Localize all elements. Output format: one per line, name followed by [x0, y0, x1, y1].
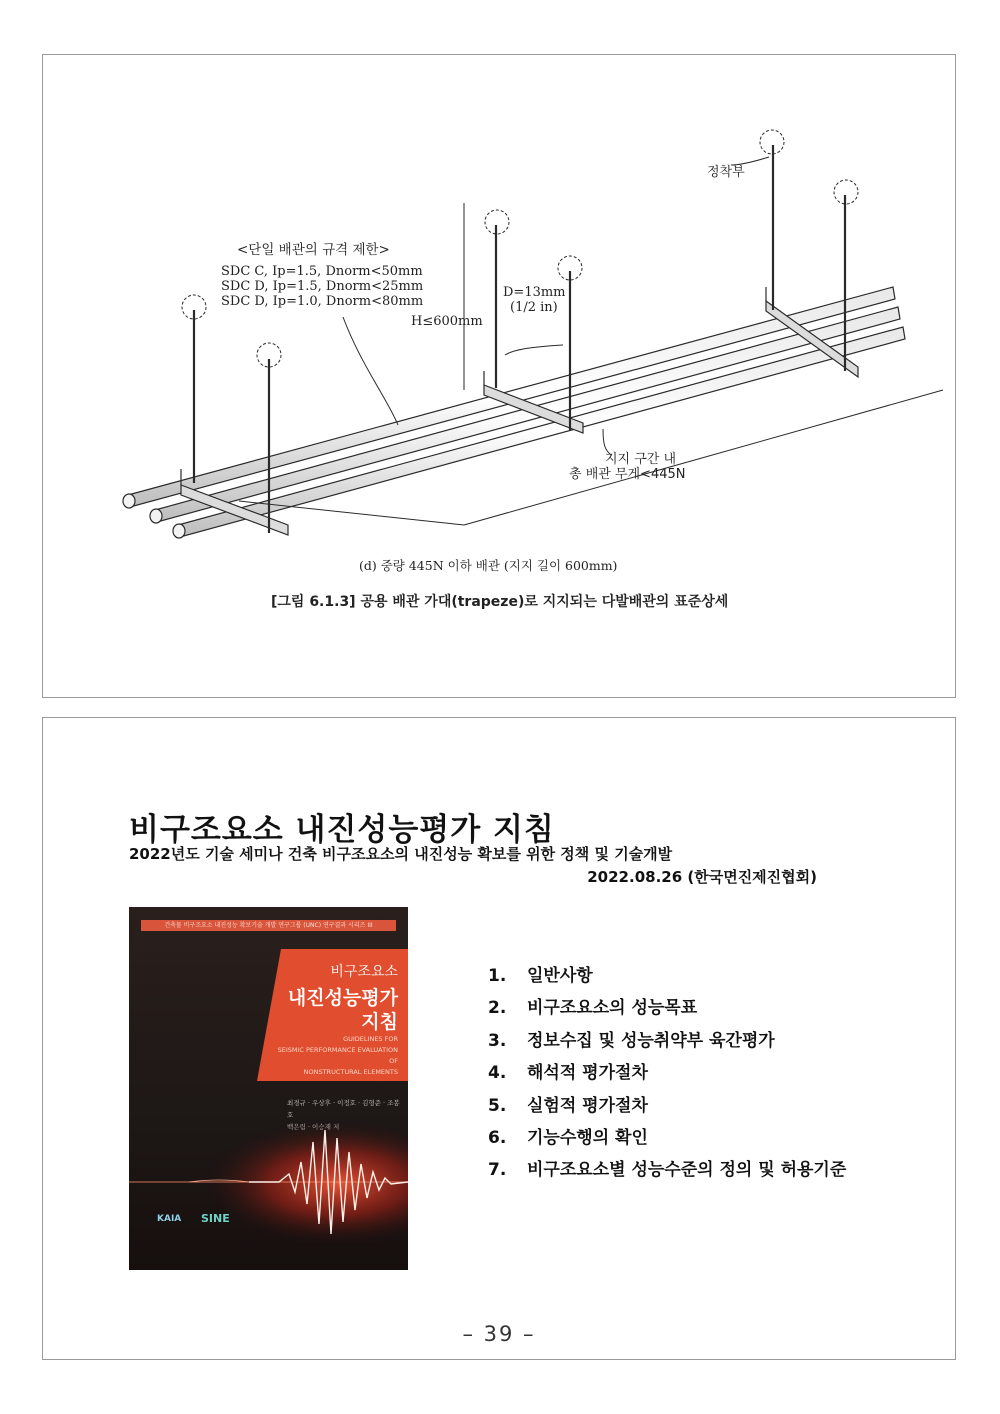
toc-label: 기능수행의 확인 [527, 1127, 648, 1148]
book-authors-line-1: 최경규 · 우상후 · 이정호 · 김형준 · 조봉 [287, 1099, 400, 1107]
book-logo-kaia: KAIA [157, 1214, 182, 1224]
toc-label: 정보수집 및 성능취약부 육간평가 [527, 1030, 775, 1051]
book-english-line-3: NONSTRUCTURAL ELEMENTS [303, 1068, 398, 1076]
toc-number: 2. [488, 998, 507, 1019]
toc-label: 해석적 평가절차 [527, 1063, 648, 1084]
book-logo-sine: SINE [201, 1212, 230, 1225]
figure-caption: [그림 6.1.3] 공용 배관 가대(trapeze)로 지지되는 다발배관의 표준상세 [271, 594, 729, 610]
book-title-line-3: 지침 [361, 1011, 398, 1033]
book-title-line-1: 비구조요소 [330, 964, 398, 980]
table-of-contents [488, 966, 846, 1193]
toc-label: 비구조요소별 성능수준의 정의 및 허용기준 [527, 1160, 847, 1181]
label-limit-line-1: SDC C, Ip=1.5, Dnorm<50mm [221, 264, 423, 279]
book-title-line-2: 내진성능평가 [287, 987, 398, 1009]
label-diameter-2: (1/2 in) [510, 300, 558, 315]
page-number: – 39 – [462, 1322, 536, 1346]
book-cover-image [129, 907, 408, 1270]
toc-item [488, 1160, 846, 1192]
figure-subcaption: (d) 중량 445N 이하 배관 (지지 길이 600mm) [359, 558, 618, 573]
toc-item [488, 1031, 846, 1063]
pipe-2 [150, 307, 900, 523]
toc-item [488, 966, 846, 998]
toc-label: 실험적 평가절차 [527, 1095, 648, 1116]
label-height: H≤600mm [411, 314, 483, 329]
pipe-3 [173, 327, 905, 538]
toc-number: 6. [488, 1127, 507, 1148]
label-limit-title: <단일 배관의 규격 제한> [237, 242, 390, 258]
toc-label: 비구조요소의 성능목표 [527, 998, 698, 1019]
label-anchor: 정착부 [707, 165, 745, 180]
label-limit-line-3: SDC D, Ip=1.0, Dnorm<80mm [221, 294, 424, 309]
toc-number: 1. [488, 966, 507, 986]
seminar-date: 2022.08.26 (한국면진제진협회) [587, 868, 817, 886]
slide-subtitle: 2022년도 기술 세미나 건축 비구조요소의 내진성능 확보를 위한 정책 및 기술개발 [129, 845, 673, 863]
toc-label: 일반사항 [527, 966, 593, 986]
toc-number: 5. [488, 1095, 507, 1116]
slide-diagram [42, 54, 956, 698]
label-weight-2: 총 배관 무게<445N [569, 467, 686, 482]
toc-number: 4. [488, 1063, 507, 1084]
book-english-title [268, 1034, 398, 1078]
slide-guideline [42, 717, 956, 1360]
book-english-line-1: GUIDELINES FOR [343, 1035, 398, 1043]
toc-number: 3. [488, 1030, 507, 1051]
book-series-band: 건축물 비구조요소 내진성능 확보기술 개발 연구그룹 (UNC) 연구결과 시리즈 III [141, 920, 396, 931]
slide-title: 비구조요소 내진성능평가 지침 [129, 812, 555, 848]
toc-item [488, 1096, 846, 1128]
toc-number: 7. [488, 1160, 507, 1181]
toc-item [488, 998, 846, 1030]
book-english-line-2: SEISMIC PERFORMANCE EVALUATION OF [277, 1046, 398, 1065]
label-weight-1: 지지 구간 내 [605, 452, 677, 467]
toc-item [488, 1063, 846, 1095]
toc-item [488, 1128, 846, 1160]
label-diameter-1: D=13mm [503, 285, 566, 300]
label-limit-line-2: SDC D, Ip=1.5, Dnorm<25mm [221, 279, 424, 294]
